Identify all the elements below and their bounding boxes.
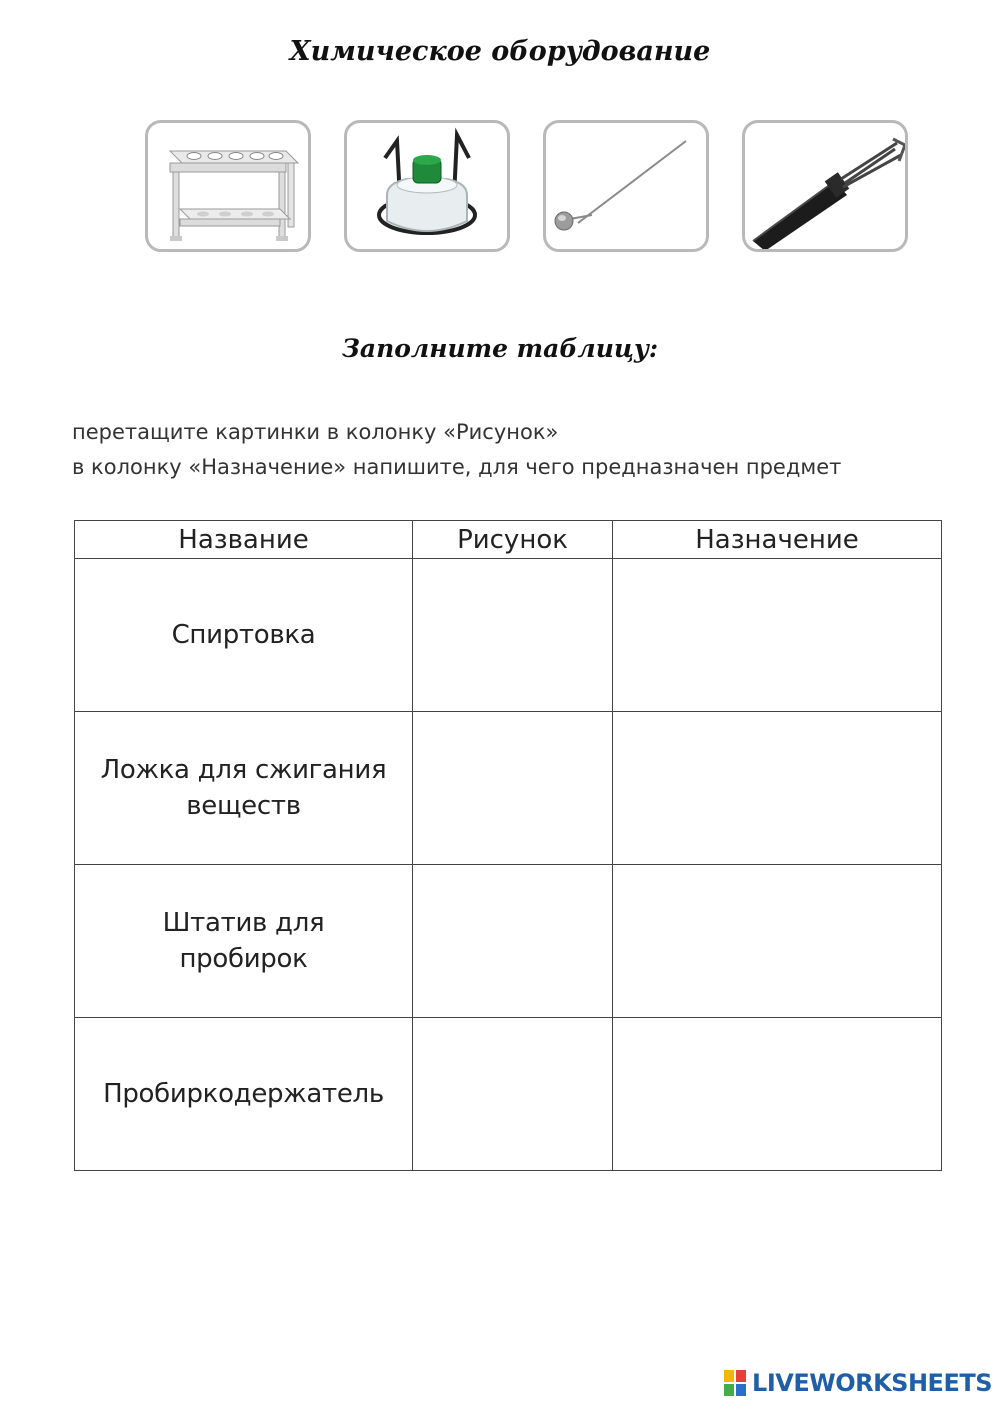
picture-dropzone[interactable] <box>413 712 613 865</box>
row-name-cell: Ложка для сжигания веществ <box>75 712 413 865</box>
instruction-write: в колонку «Назначение» напишите, для чего предназначен предмет <box>72 455 842 479</box>
table-row <box>75 1018 942 1171</box>
purpose-answer-field[interactable] <box>613 559 942 712</box>
header-name: Название <box>75 521 413 559</box>
draggable-picture-test-tube-holder[interactable] <box>742 120 908 252</box>
table-instruction-heading: Заполните таблицу: <box>341 334 659 363</box>
footer-branding <box>724 1369 992 1397</box>
test-tube-holder-icon <box>745 123 905 249</box>
picture-dropzone[interactable] <box>413 1018 613 1171</box>
row-name-cell: Спиртовка <box>75 559 413 712</box>
purpose-answer-field[interactable] <box>613 712 942 865</box>
instruction-drag: перетащите картинки в колонку «Рисунок» <box>72 420 559 444</box>
purpose-answer-field[interactable] <box>613 865 942 1018</box>
draggable-picture-test-tube-rack[interactable] <box>145 120 311 252</box>
picture-dropzone[interactable] <box>413 559 613 712</box>
brand-name: LIVEWORKSHEETS <box>752 1369 992 1397</box>
header-purpose: Назначение <box>613 521 942 559</box>
page-title: Химическое оборудование <box>289 36 711 67</box>
worksheet-table <box>74 520 942 1171</box>
draggable-picture-alcohol-burner[interactable] <box>344 120 510 252</box>
liveworksheets-logo-icon <box>724 1370 746 1396</box>
picture-dropzone[interactable] <box>413 865 613 1018</box>
combustion-spoon-icon <box>546 123 706 249</box>
row-name-cell: Штатив для пробирок <box>75 865 413 1018</box>
table-row <box>75 712 942 865</box>
row-name-cell: Пробиркодержатель <box>75 1018 413 1171</box>
table-row <box>75 865 942 1018</box>
header-picture: Рисунок <box>413 521 613 559</box>
test-tube-rack-icon <box>148 123 308 249</box>
table-row <box>75 559 942 712</box>
purpose-answer-field[interactable] <box>613 1018 942 1171</box>
draggable-picture-combustion-spoon[interactable] <box>543 120 709 252</box>
alcohol-burner-icon <box>347 123 507 249</box>
table-header-row <box>75 521 942 559</box>
